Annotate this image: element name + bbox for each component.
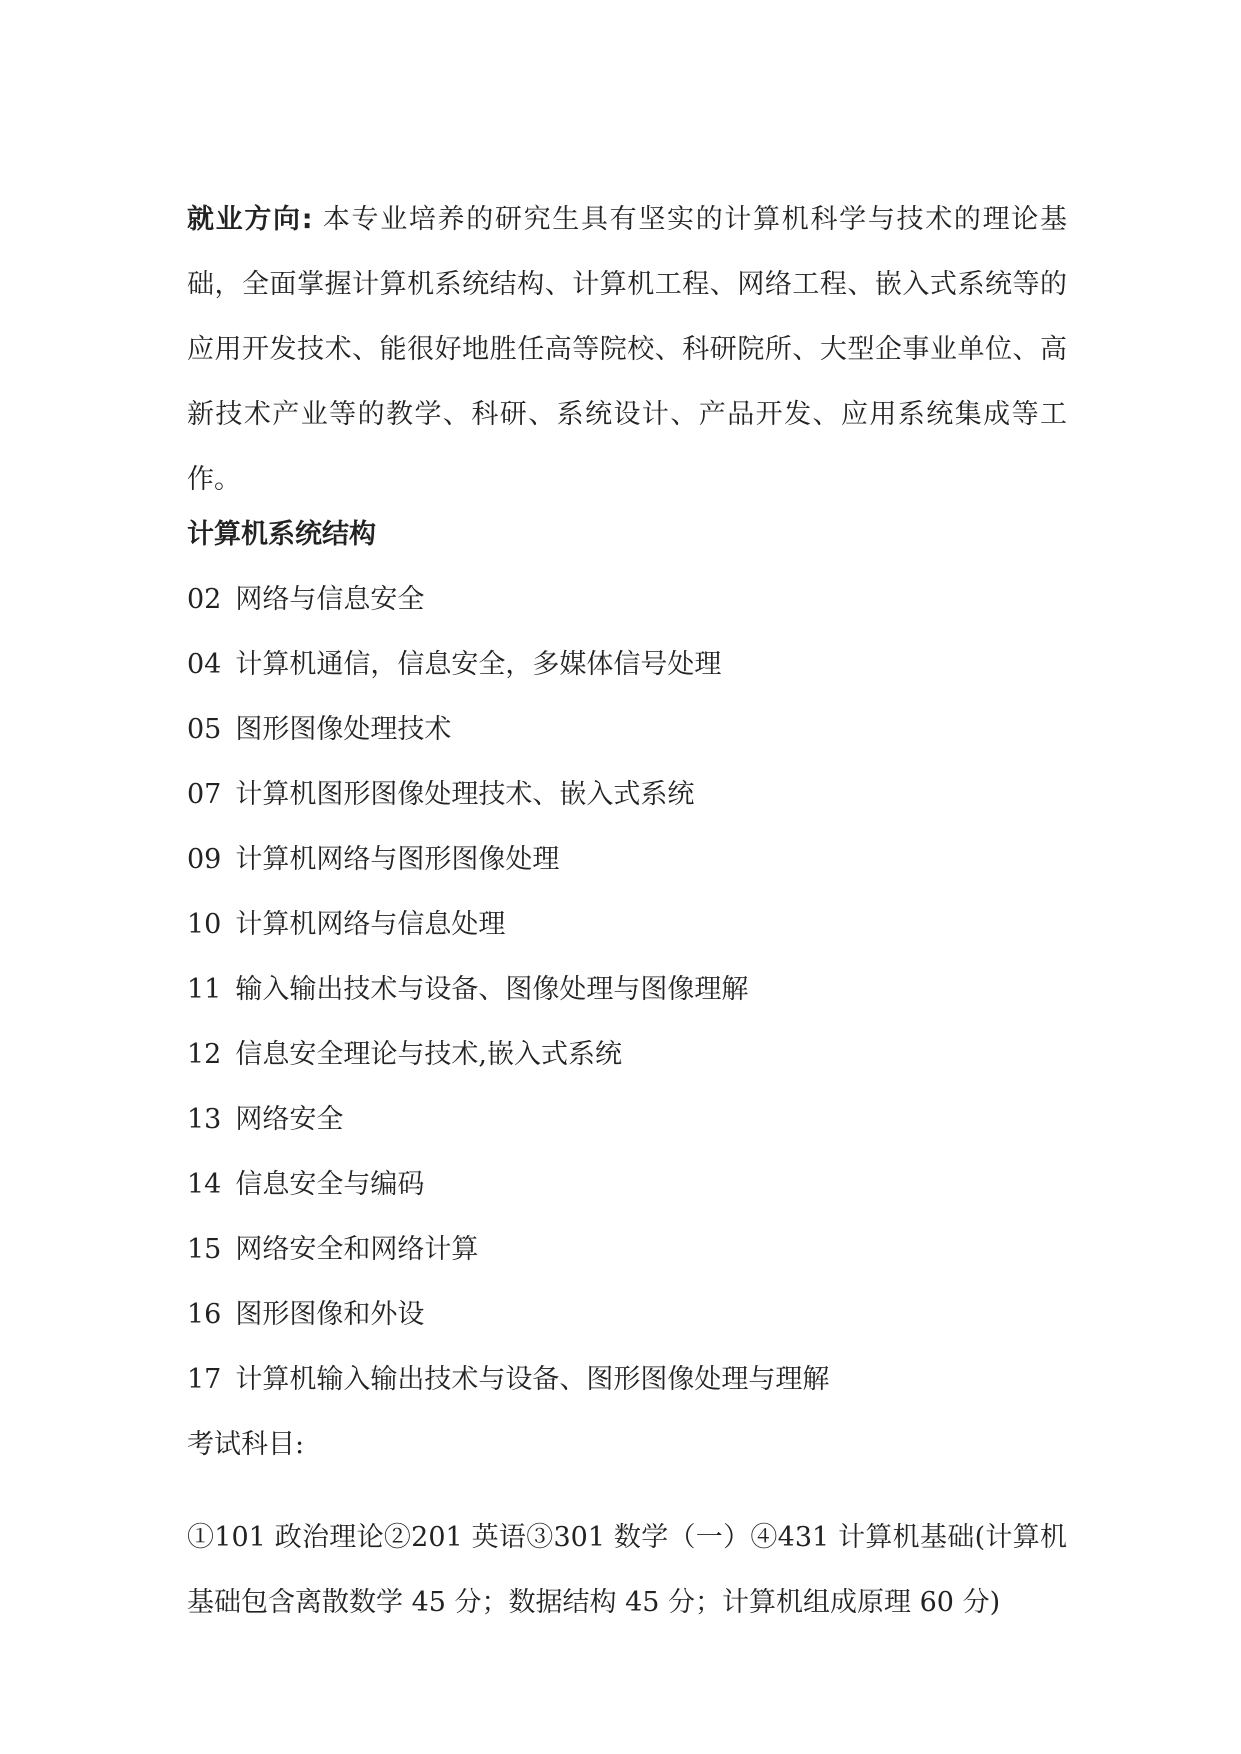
list-item xyxy=(187,1160,829,1225)
direction-name: 计算机输入输出技术与设备、图形图像处理与理解 xyxy=(235,1364,830,1395)
list-item xyxy=(187,1355,829,1420)
list-item xyxy=(187,900,829,965)
direction-code: 16 xyxy=(187,1299,222,1330)
direction-name: 输入输出技术与设备、图像处理与图像理解 xyxy=(235,974,749,1005)
direction-name: 网络安全和网络计算 xyxy=(235,1234,479,1265)
section-title: 计算机系统结构 xyxy=(187,519,376,550)
direction-name: 信息安全与编码 xyxy=(235,1169,425,1200)
direction-code: 07 xyxy=(187,779,222,810)
direction-name: 计算机图形图像处理技术、嵌入式系统 xyxy=(235,779,695,810)
list-item xyxy=(187,640,829,705)
direction-code: 14 xyxy=(187,1169,222,1200)
direction-name: 计算机网络与信息处理 xyxy=(235,909,506,940)
direction-code: 09 xyxy=(187,844,222,875)
direction-name: 网络安全 xyxy=(235,1104,344,1135)
exam-subjects-label: 考试科目: xyxy=(187,1429,305,1460)
direction-code: 04 xyxy=(187,649,222,680)
exam-subjects-text: ①101 政治理论②201 英语③301 数学（一）④431 计算机基础(计算机基础包含离散数学 45 分；数据结构 45 分；计算机组成原理 60 分) xyxy=(187,1522,1067,1618)
list-item xyxy=(187,965,829,1030)
direction-name: 网络与信息安全 xyxy=(235,584,425,615)
employment-direction-paragraph xyxy=(187,187,1067,512)
employment-direction-label: 就业方向: xyxy=(187,204,313,235)
research-direction-list xyxy=(187,575,829,1420)
list-item xyxy=(187,1030,829,1095)
list-item xyxy=(187,1095,829,1160)
direction-code: 13 xyxy=(187,1104,222,1135)
direction-name: 信息安全理论与技术,嵌入式系统 xyxy=(235,1039,622,1070)
direction-code: 15 xyxy=(187,1234,222,1265)
direction-code: 05 xyxy=(187,714,222,745)
list-item xyxy=(187,575,829,640)
list-item xyxy=(187,1290,829,1355)
direction-code: 12 xyxy=(187,1039,222,1070)
list-item xyxy=(187,1225,829,1290)
direction-name: 计算机通信，信息安全，多媒体信号处理 xyxy=(235,649,722,680)
direction-code: 10 xyxy=(187,909,222,940)
list-item xyxy=(187,705,829,770)
direction-name: 计算机网络与图形图像处理 xyxy=(235,844,560,875)
employment-direction-text: 本专业培养的研究生具有坚实的计算机科学与技术的理论基础，全面掌握计算机系统结构、计算机工程、网络工程、嵌入式系统等的应用开发技术、能很好地胜任高等院校、科研院所、大型企事业单位、高新技术产业等的教学、科研、系统设计、产品开发、应用系统集成等工作。 xyxy=(187,204,1067,495)
direction-code: 11 xyxy=(187,974,222,1005)
direction-code: 17 xyxy=(187,1364,222,1395)
direction-code: 02 xyxy=(187,584,222,615)
list-item xyxy=(187,770,829,835)
direction-name: 图形图像和外设 xyxy=(235,1299,425,1330)
direction-name: 图形图像处理技术 xyxy=(235,714,452,745)
list-item xyxy=(187,835,829,900)
